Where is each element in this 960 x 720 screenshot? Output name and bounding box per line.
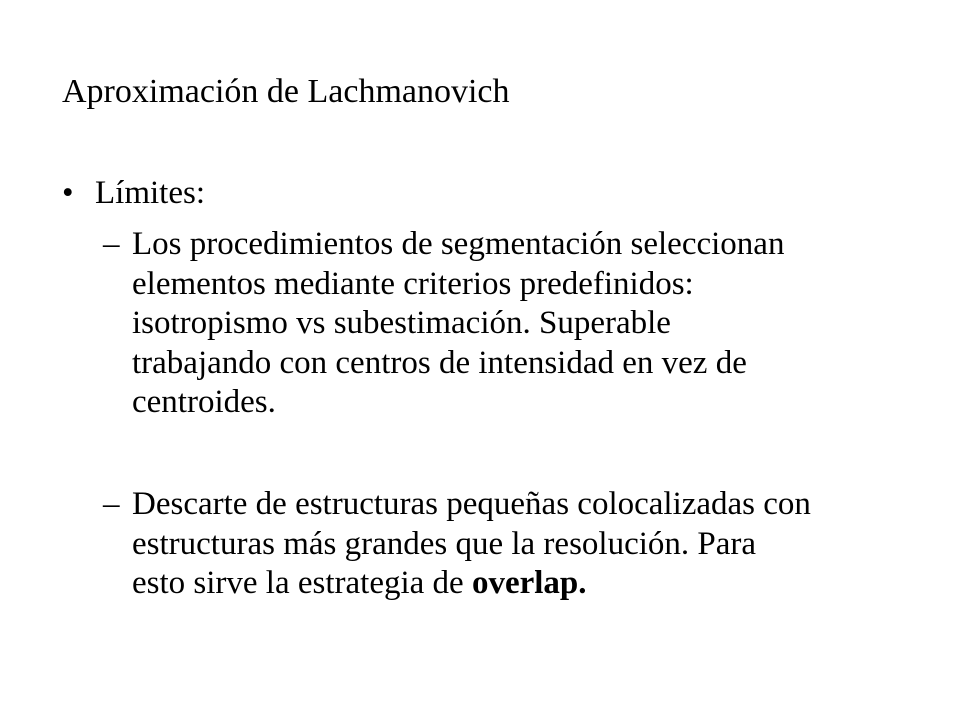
bold-term-overlap: overlap. (471, 565, 587, 601)
slide-title: Aproximación de Lachmanovich (62, 73, 510, 110)
bullet-label: Límites: (95, 175, 205, 211)
text-line: isotropismo vs subestimación. Superable (132, 305, 671, 341)
text-line: elementos mediante criterios predefinidos: (132, 265, 694, 302)
text-line: Descarte de estructuras pequeñas colocalizadas con (132, 486, 811, 522)
text-line: Los procedimientos de segmentación seleccionan (132, 226, 785, 262)
text-line: trabajando con centros de intensidad en vez de (132, 344, 747, 381)
text-fragment: esto sirve la estrategia de (132, 565, 472, 601)
sub-item-text (132, 485, 932, 604)
sub-item-text (132, 225, 932, 423)
dash-marker: – (103, 486, 120, 522)
text-line-with-term (132, 564, 932, 604)
dash-marker: – (103, 226, 120, 262)
bullet-marker: • (62, 175, 74, 211)
text-line: centroides. (132, 384, 276, 420)
text-line: estructuras más grandes que la resolución. Para (132, 525, 757, 562)
